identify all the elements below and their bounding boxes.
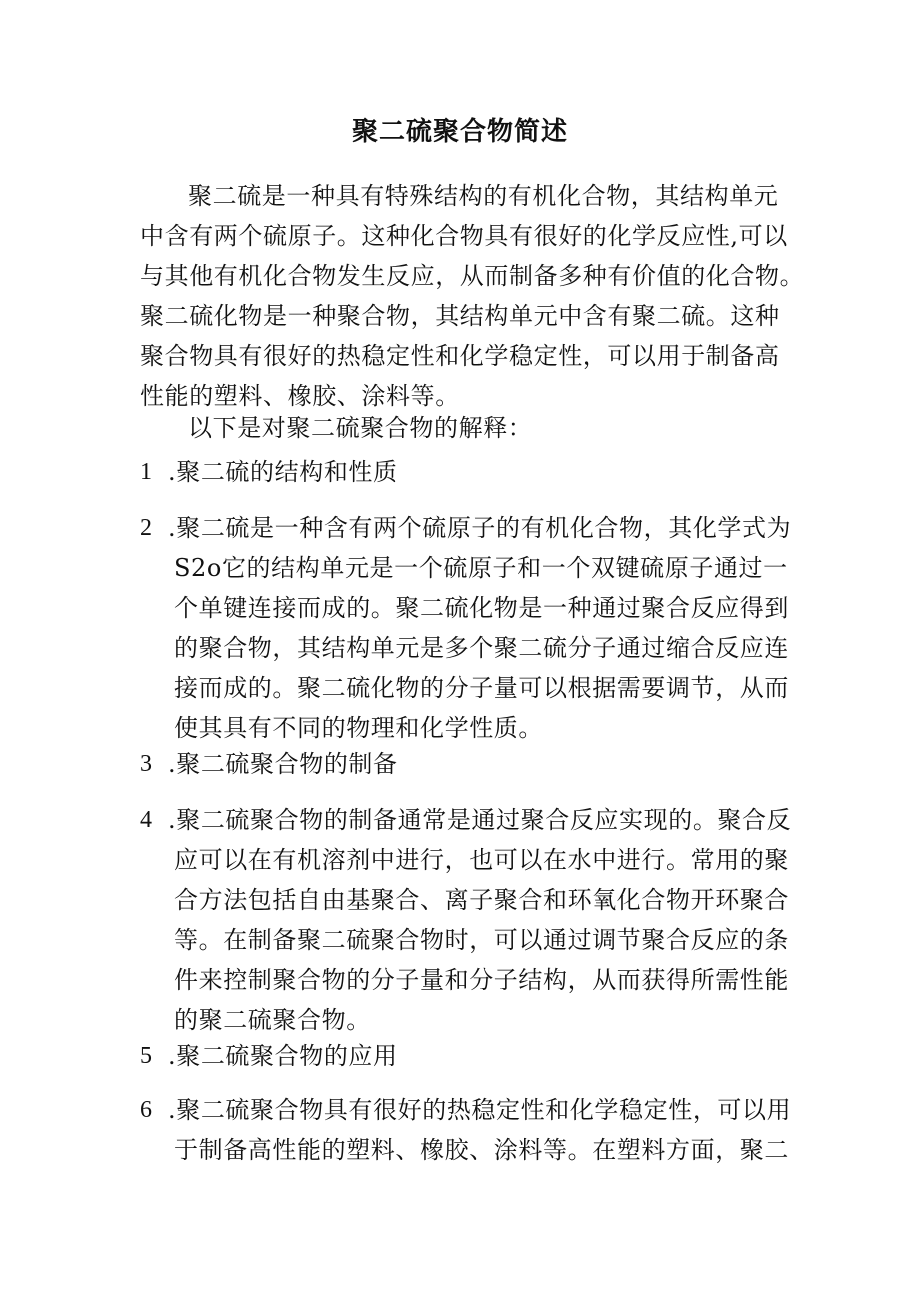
lead-paragraph xyxy=(188,408,808,448)
list-item xyxy=(140,508,820,748)
text-line: 的聚合物，其结构单元是多个聚二硫分子通过缩合反应连 xyxy=(174,634,789,662)
list-item-number: 3 xyxy=(140,751,153,777)
intro-paragraph xyxy=(140,176,805,416)
list-item xyxy=(140,800,820,1040)
text-line: 以下是对聚二硫聚合物的解释： xyxy=(188,414,533,442)
text-line: 聚二硫化物是一种聚合物，其结构单元中含有聚二硫。这种 xyxy=(140,302,780,330)
text-line: .聚二硫是一种含有两个硫原子的有机化合物，其化学式为 xyxy=(168,514,792,542)
text-line: 中含有两个硫原子。这种化合物具有很好的化学反应性,可以 xyxy=(140,222,788,250)
text-line: .聚二硫聚合物的制备通常是通过聚合反应实现的。聚合反 xyxy=(168,806,792,834)
list-item xyxy=(140,744,820,784)
list-item xyxy=(140,1036,820,1076)
list-item xyxy=(140,1090,820,1170)
text-line: 个单键连接而成的。聚二硫化物是一种通过聚合反应得到 xyxy=(174,594,789,622)
page-title: 聚二硫聚合物简述 xyxy=(351,117,568,147)
text-line: 聚合物具有很好的热稳定性和化学稳定性，可以用于制备高 xyxy=(140,342,780,370)
text-line: .聚二硫聚合物的制备 xyxy=(168,750,398,778)
text-line: 等。在制备聚二硫聚合物时，可以通过调节聚合反应的条 xyxy=(174,926,789,954)
text-line: 聚二硫是一种具有特殊结构的有机化合物，其结构单元 xyxy=(188,182,779,210)
list-item-number: 1 xyxy=(140,459,153,485)
text-line: 与其他有机化合物发生反应，从而制备多种有价值的化合物。 xyxy=(140,262,805,290)
text-line: 于制备高性能的塑料、橡胶、涂料等。在塑料方面，聚二 xyxy=(174,1136,789,1164)
text-line: 应可以在有机溶剂中进行，也可以在水中进行。常用的聚 xyxy=(174,846,789,874)
text-line: .聚二硫聚合物的应用 xyxy=(168,1042,398,1070)
list-item-number: 6 xyxy=(140,1097,153,1123)
text-line: 性能的塑料、橡胶、涂料等。 xyxy=(140,382,460,410)
list-item-number: 5 xyxy=(140,1043,153,1069)
text-line: 接而成的。聚二硫化物的分子量可以根据需要调节，从而 xyxy=(174,674,789,702)
text-line: .聚二硫的结构和性质 xyxy=(168,458,398,486)
list-item-number: 2 xyxy=(140,515,153,541)
text-line: 使其具有不同的物理和化学性质。 xyxy=(174,714,543,742)
text-line: .聚二硫聚合物具有很好的热稳定性和化学稳定性，可以用 xyxy=(168,1096,792,1124)
text-line: S2o它的结构单元是一个硫原子和一个双键硫原子通过一 xyxy=(174,554,788,582)
list-item-number: 4 xyxy=(140,807,153,833)
text-line: 合方法包括自由基聚合、离子聚合和环氧化合物开环聚合 xyxy=(174,886,789,914)
text-line: 件来控制聚合物的分子量和分子结构，从而获得所需性能 xyxy=(174,966,789,994)
text-line: 的聚二硫聚合物。 xyxy=(174,1006,371,1034)
list-item xyxy=(140,452,820,492)
